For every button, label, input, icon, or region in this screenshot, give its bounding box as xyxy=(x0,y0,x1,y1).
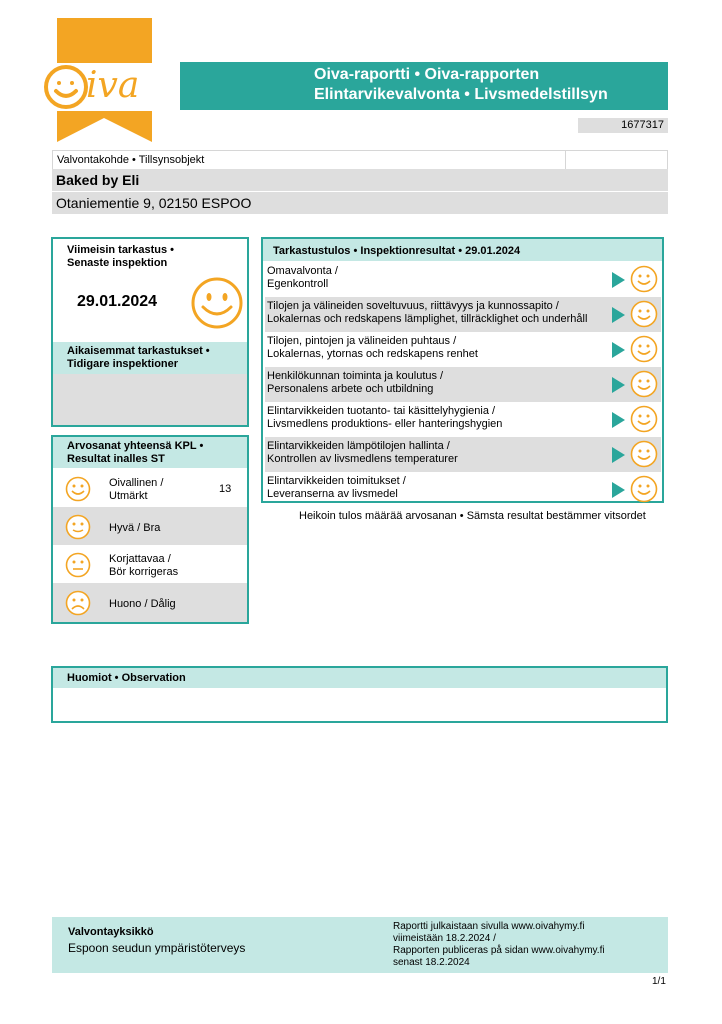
grade-excellent-line2: Utmärkt xyxy=(109,490,148,502)
latest-heading xyxy=(67,244,174,270)
pub-line1: Raportti julkaistaan sivulla www.oivahymy.fi xyxy=(393,921,585,932)
grade-correct-line2: Bör korrigeras xyxy=(109,566,179,578)
result-row xyxy=(265,262,661,297)
result-arrow-icon xyxy=(612,272,625,288)
observations-heading: Huomiot • Observation xyxy=(53,668,666,688)
smiley-good-icon xyxy=(65,514,91,540)
result-smiley-icon xyxy=(630,475,658,503)
result-row xyxy=(265,367,661,402)
grades-panel xyxy=(51,435,249,624)
latest-heading-line1: Viimeisin tarkastus • xyxy=(67,244,174,256)
result-smiley-icon xyxy=(630,370,658,398)
unit-name: Espoon seudun ympäristöterveys xyxy=(68,941,246,955)
result-label xyxy=(267,335,607,361)
grade-row-good xyxy=(53,507,247,545)
result-label-line2: Leveranserna av livsmedel xyxy=(267,488,398,500)
publication-info xyxy=(393,921,605,969)
result-arrow-icon xyxy=(612,377,625,393)
observations-panel xyxy=(51,666,668,723)
result-arrow-icon xyxy=(612,342,625,358)
grade-excellent-line1: Oivallinen / xyxy=(109,477,164,489)
result-arrow-icon xyxy=(612,307,625,323)
result-label xyxy=(267,405,607,431)
target-label-right xyxy=(566,150,668,169)
smiley-excellent-icon xyxy=(65,476,91,502)
result-label-line2: Lokalernas och redskapens lämplighet, tillräcklighet och underhåll xyxy=(267,313,588,325)
report-header xyxy=(180,62,668,110)
result-label-line1: Elintarvikkeiden tuotanto- tai käsittelyhygienia / xyxy=(267,405,496,417)
result-row xyxy=(265,332,661,367)
previous-heading-line1: Aikaisemmat tarkastukset • xyxy=(67,345,210,357)
result-label-line1: Henkilökunnan toiminta ja koulutus / xyxy=(267,370,444,382)
grade-row-excellent xyxy=(53,469,247,507)
grades-heading-line1: Arvosanat yhteensä KPL • xyxy=(67,440,204,452)
footer-box xyxy=(52,917,668,973)
result-label-line2: Personalens arbete och utbildning xyxy=(267,383,434,395)
result-label-line2: Egenkontroll xyxy=(267,278,329,290)
results-panel xyxy=(261,237,664,503)
results-heading: Tarkastustulos • Inspektionresultat • 29.01.2024 xyxy=(263,239,662,261)
grade-correct-line1: Korjattavaa / xyxy=(109,553,171,565)
result-label xyxy=(267,440,607,466)
target-address-row xyxy=(52,192,668,214)
smiley-sad-icon xyxy=(65,590,91,616)
result-smiley-icon xyxy=(630,335,658,363)
result-label-line1: Omavalvonta / xyxy=(267,265,338,277)
result-smiley-icon xyxy=(630,300,658,328)
grade-row-correct xyxy=(53,545,247,583)
logo-text-visible: iva xyxy=(86,65,140,106)
report-id-box xyxy=(578,118,668,133)
result-label-line1: Elintarvikkeiden lämpötilojen hallinta / xyxy=(267,440,450,452)
smiley-neutral-icon xyxy=(65,552,91,578)
report-title-line1: Oiva-raportti • Oiva-rapporten xyxy=(314,66,540,83)
grade-row-poor xyxy=(53,583,247,622)
result-label-line1: Tilojen ja välineiden soveltuvuus, riittävyys ja kunnossapito / xyxy=(267,300,559,312)
latest-date: 29.01.2024 xyxy=(77,293,158,310)
result-label-line1: Elintarvikkeiden toimitukset / xyxy=(267,475,406,487)
result-label xyxy=(267,300,607,326)
previous-list xyxy=(53,374,247,425)
result-arrow-icon xyxy=(612,482,625,498)
result-row xyxy=(265,437,661,472)
target-label-row xyxy=(52,150,566,169)
pub-line2: viimeistään 18.2.2024 / xyxy=(393,933,496,944)
grade-good-line1: Hyvä / Bra xyxy=(109,522,161,534)
result-arrow-icon xyxy=(612,447,625,463)
target-name-row xyxy=(52,169,668,191)
result-row xyxy=(265,297,661,332)
report-title-line2: Elintarvikevalvonta • Livsmedelstillsyn xyxy=(314,86,608,103)
target-name: Baked by Eli xyxy=(56,172,140,188)
target-label: Valvontakohde • Tillsynsobjekt xyxy=(57,154,205,166)
result-arrow-icon xyxy=(612,412,625,428)
result-label xyxy=(267,265,607,291)
grades-heading xyxy=(53,437,247,468)
pub-line4: senast 18.2.2024 xyxy=(393,957,470,968)
grade-excellent-count: 13 xyxy=(219,483,232,495)
result-smiley-icon xyxy=(630,265,658,293)
report-id: 1677317 xyxy=(621,119,664,131)
result-row xyxy=(265,402,661,437)
latest-smiley-icon xyxy=(191,277,243,329)
result-smiley-icon xyxy=(630,440,658,468)
pub-line3: Rapporten publiceras på sidan www.oivahymy.fi xyxy=(393,945,605,956)
grade-poor-line1: Huono / Dålig xyxy=(109,598,176,610)
previous-heading xyxy=(53,342,247,374)
target-address: Otaniementie 9, 02150 ESPOO xyxy=(56,195,252,211)
result-label xyxy=(267,370,607,396)
result-label-line2: Lokalernas, ytornas och redskapens renhet xyxy=(267,348,478,360)
grades-heading-line2: Resultat inalles ST xyxy=(67,453,165,465)
latest-inspection-panel xyxy=(51,237,249,427)
result-label-line2: Kontrollen av livsmedlens temperaturer xyxy=(267,453,458,465)
result-smiley-icon xyxy=(630,405,658,433)
latest-heading-line2: Senaste inspektion xyxy=(67,257,168,269)
result-label xyxy=(267,475,607,501)
previous-heading-line2: Tidigare inspektioner xyxy=(67,358,179,370)
result-label-line2: Livsmedlens produktions- eller hanteringshygien xyxy=(267,418,503,430)
target-block xyxy=(52,150,668,214)
result-row xyxy=(265,472,661,507)
oiva-logo xyxy=(42,18,162,142)
result-label-line1: Tilojen, pintojen ja välineiden puhtaus / xyxy=(267,335,457,347)
page-number: 1/1 xyxy=(652,976,666,987)
results-footnote: Heikoin tulos määrää arvosanan • Sämsta resultat bestämmer vitsordet xyxy=(299,510,646,522)
unit-label: Valvontayksikkö xyxy=(68,926,154,938)
